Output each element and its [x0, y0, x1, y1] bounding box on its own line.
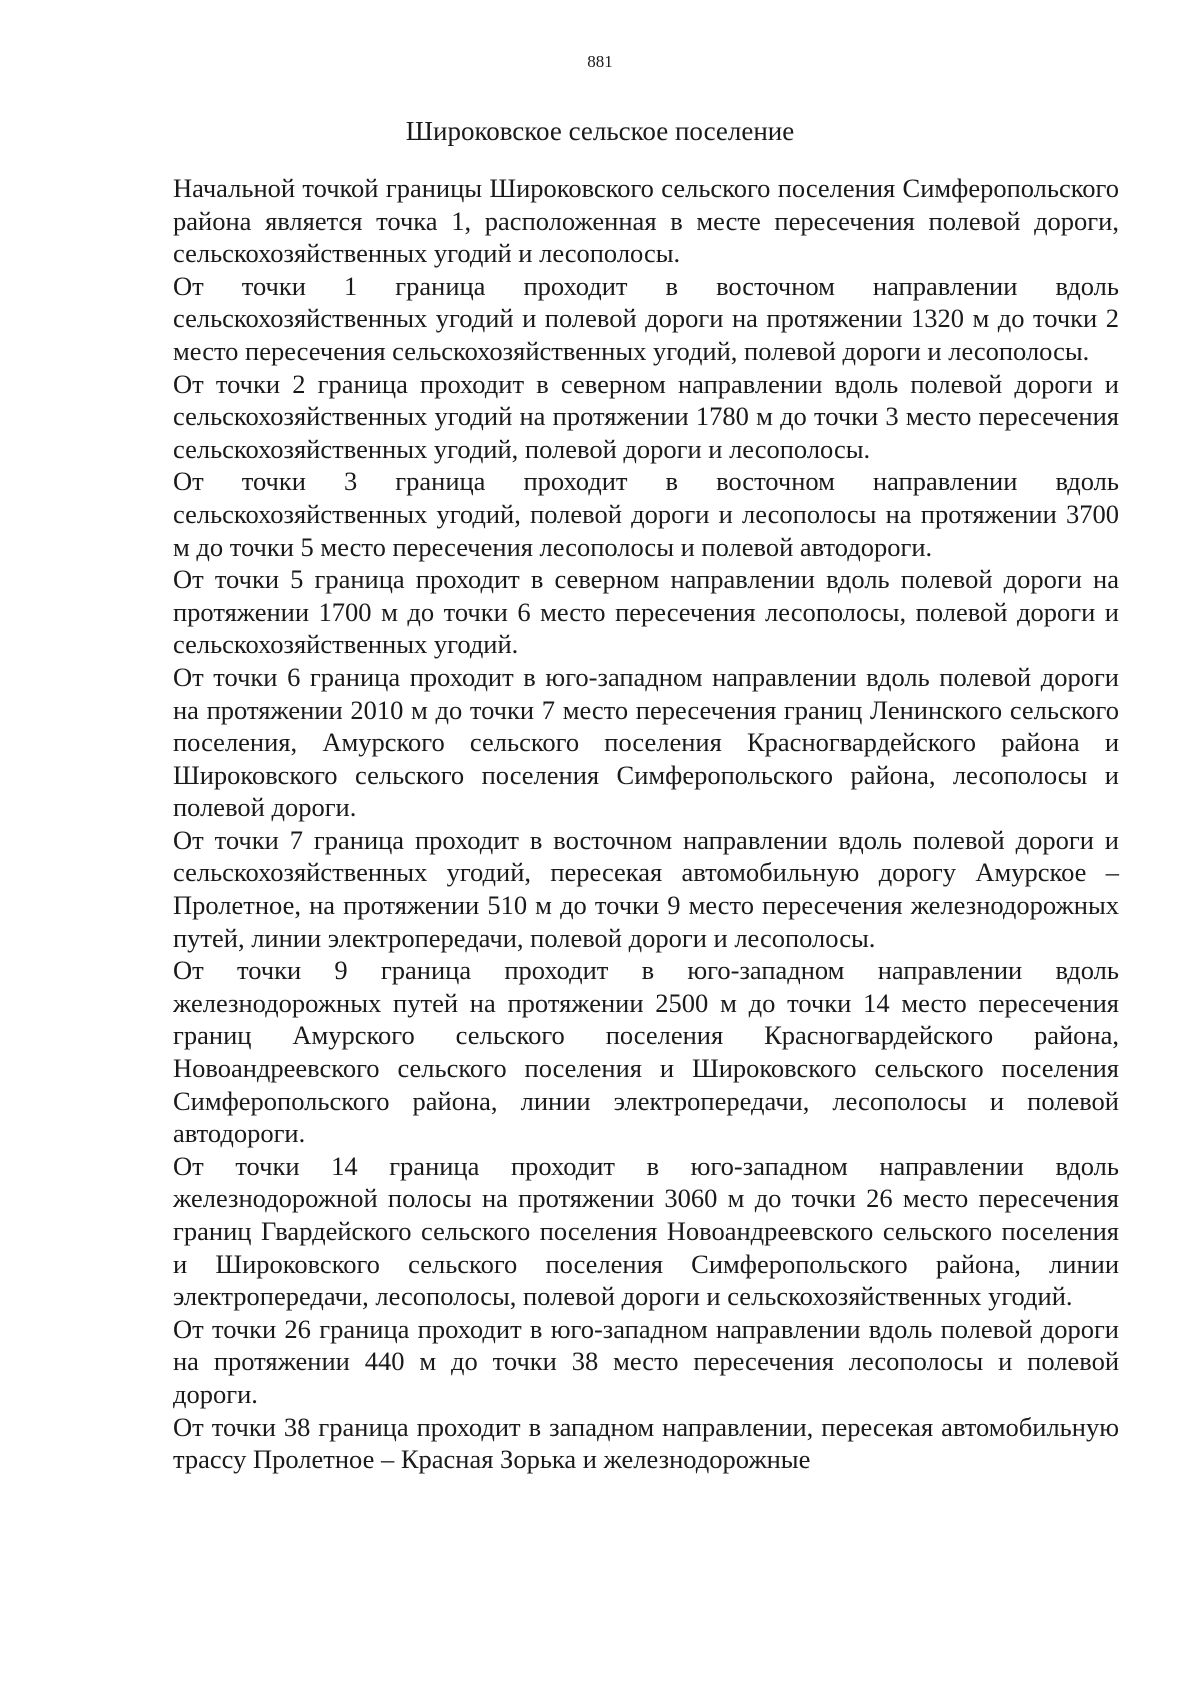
paragraph-10: От точки 26 граница проходит в юго-западном направлении вдоль полевой дороги на протяжении 440 м до точки 38 место пересечения лесополосы и полевой дороги. — [173, 1313, 1119, 1409]
paragraph-2: От точки 1 граница проходит в восточном направлении вдоль сельскохозяйственных угодий и полевой дороги на протяжении 1320 м до точки 2 место пересечения сельскохозяйственных угодий, полевой дороги и лесополосы. — [173, 270, 1119, 366]
paragraph-1: Начальной точкой границы Широковского сельского поселения Симферопольского района является точка 1, расположенная в месте пересечения полевой дороги, сельскохозяйственных угодий и лесополосы. — [173, 173, 1119, 269]
paragraph-5: От точки 5 граница проходит в северном направлении вдоль полевой дороги на протяжении 1700 м до точки 6 место пересечения лесополосы, полевой дороги и сельскохозяйственных угодий. — [173, 564, 1119, 660]
paragraph-11: От точки 38 граница проходит в западном направлении, пересекая автомобильную трассу Пролетное – Красная Зорька и железнодорожные — [173, 1411, 1119, 1475]
paragraph-8: От точки 9 граница проходит в юго-западном направлении вдоль железнодорожных путей на протяжении 2500 м до точки 14 место пересечения границ Амурского сельского поселения Красногвардейского района, Новоандреевского сельского поселения и Широковского сельского поселения Симферопольского района, линии электропередачи, лесополосы и полевой автодороги. — [173, 955, 1119, 1149]
document-body — [173, 172, 1119, 1476]
paragraph-9: От точки 14 граница проходит в юго-западном направлении вдоль железнодорожной полосы на протяжении 3060 м до точки 26 место пересечения границ Гвардейского сельского поселения Новоандреевского сельского поселения и Широковского сельского поселения Симферопольского района, линии электропередачи, лесополосы, полевой дороги и сельскохозяйственных угодий. — [173, 1150, 1119, 1312]
paragraph-4: От точки 3 граница проходит в восточном направлении вдоль сельскохозяйственных угодий, полевой дороги и лесополосы на протяжении 3700 м до точки 5 место пересечения лесополосы и полевой автодороги. — [173, 466, 1119, 562]
paragraph-7: От точки 7 граница проходит в восточном направлении вдоль полевой дороги и сельскохозяйственных угодий, пересекая автомобильную дорогу Амурское – Пролетное, на протяжении 510 м до точки 9 место пересечения железнодорожных путей, линии электропередачи, полевой дороги и лесополосы. — [173, 824, 1119, 953]
section-title: Широковское сельское поселение — [405, 116, 795, 146]
paragraph-6: От точки 6 граница проходит в юго-западном направлении вдоль полевой дороги на протяжении 2010 м до точки 7 место пересечения границ Ленинского сельского поселения, Амурского сельского поселения Красногвардейского района и Широковского сельского поселения Симферопольского района, лесополосы и полевой дороги. — [173, 661, 1119, 823]
page-number: 881 — [587, 52, 613, 71]
paragraph-3: От точки 2 граница проходит в северном направлении вдоль полевой дороги и сельскохозяйственных угодий на протяжении 1780 м до точки 3 место пересечения сельскохозяйственных угодий, полевой дороги и лесополосы. — [173, 368, 1119, 464]
